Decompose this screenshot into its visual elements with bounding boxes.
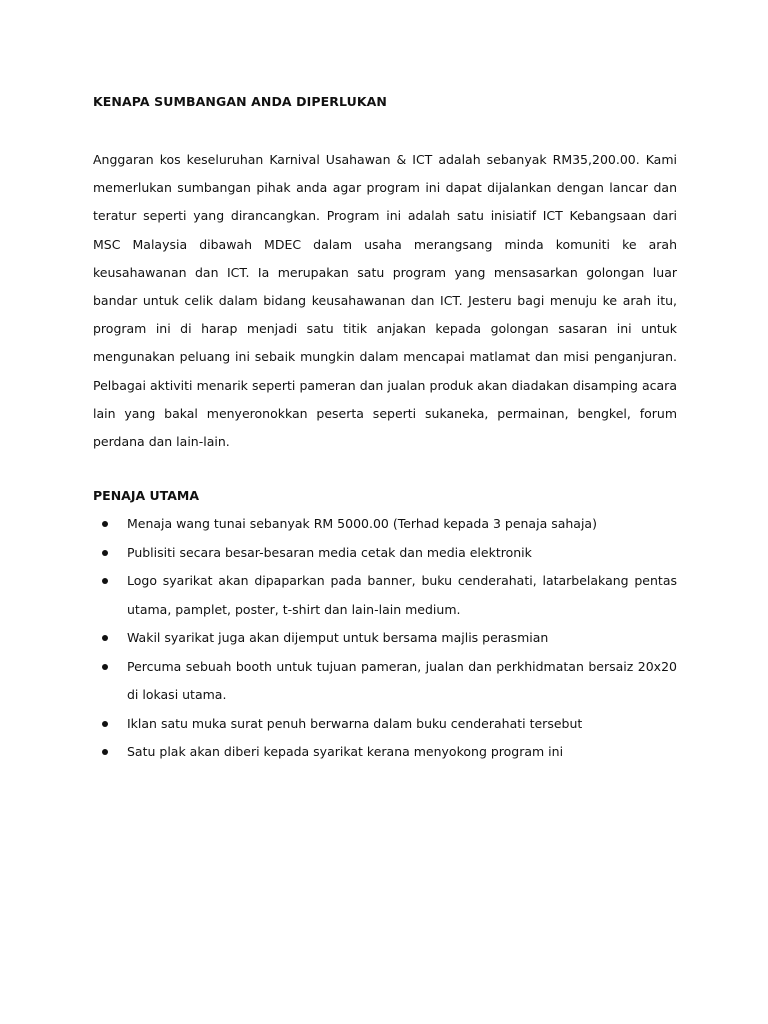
- page-title: KENAPA SUMBANGAN ANDA DIPERLUKAN: [93, 94, 387, 109]
- list-item: [93, 567, 677, 624]
- list-item: [93, 539, 677, 568]
- list-item-text: Satu plak akan diberi kepada syarikat kerana menyokong program ini: [127, 744, 564, 760]
- sponsor-benefits-list: [93, 510, 677, 767]
- bullet-icon: [102, 749, 108, 755]
- list-item: [93, 738, 677, 767]
- list-item-text: Logo syarikat akan dipaparkan pada banner, buku cenderahati, latarbelakang pentas utama, pamplet, poster, t-shirt dan lain-lain medium.: [127, 573, 677, 617]
- list-item-text: Menaja wang tunai sebanyak RM 5000.00 (Terhad kepada 3 penaja sahaja): [127, 516, 597, 532]
- document-content: [93, 92, 677, 767]
- list-item: [93, 510, 677, 539]
- list-item: [93, 653, 677, 710]
- list-item-text: Wakil syarikat juga akan dijemput untuk bersama majlis perasmian: [127, 630, 549, 646]
- list-item-text: Percuma sebuah booth untuk tujuan pameran, jualan dan perkhidmatan bersaiz 20x20 di lokasi utama.: [127, 658, 677, 703]
- bullet-icon: [102, 578, 108, 584]
- list-item-text: Publisiti secara besar-besaran media cetak dan media elektronik: [127, 544, 532, 560]
- list-item: [93, 624, 677, 653]
- list-item: [93, 710, 677, 739]
- bullet-icon: [102, 521, 108, 527]
- bullet-icon: [102, 721, 108, 727]
- body-paragraph: Anggaran kos keseluruhan Karnival Usahawan & ICT adalah sebanyak RM35,200.00. Kami memerlukan sumbangan pihak anda agar program ini dapat dijalankan dengan lancar dan teratur seperti yang dirancangkan. Program ini adalah satu inisiatif ICT Kebangsaan dari MSC Malaysia dibawah MDEC dalam usaha merangsang minda komuniti ke arah keusahawanan dan ICT. Ia merupakan satu program yang mensasarkan golongan luar bandar untuk celik dalam bidang keusahawanan dan ICT. Jesteru bagi menuju ke arah itu, program ini di harap menjadi satu titik anjakan kepada golongan sasaran ini untuk mengunakan peluang ini sebaik mungkin dalam mencapai matlamat dan misi penganjuran. Pelbagai aktiviti menarik seperti pameran dan jualan produk akan diadakan disamping acara lain yang bakal menyeronokkan peserta seperti sukaneka, permainan, bengkel, forum perdana dan lain-lain.: [93, 152, 677, 450]
- list-item-text: Iklan satu muka surat penuh berwarna dalam buku cenderahati tersebut: [127, 715, 583, 731]
- bullet-icon: [102, 635, 108, 641]
- bullet-icon: [102, 550, 108, 556]
- section-title-penaja-utama: PENAJA UTAMA: [93, 488, 200, 504]
- bullet-icon: [102, 664, 108, 670]
